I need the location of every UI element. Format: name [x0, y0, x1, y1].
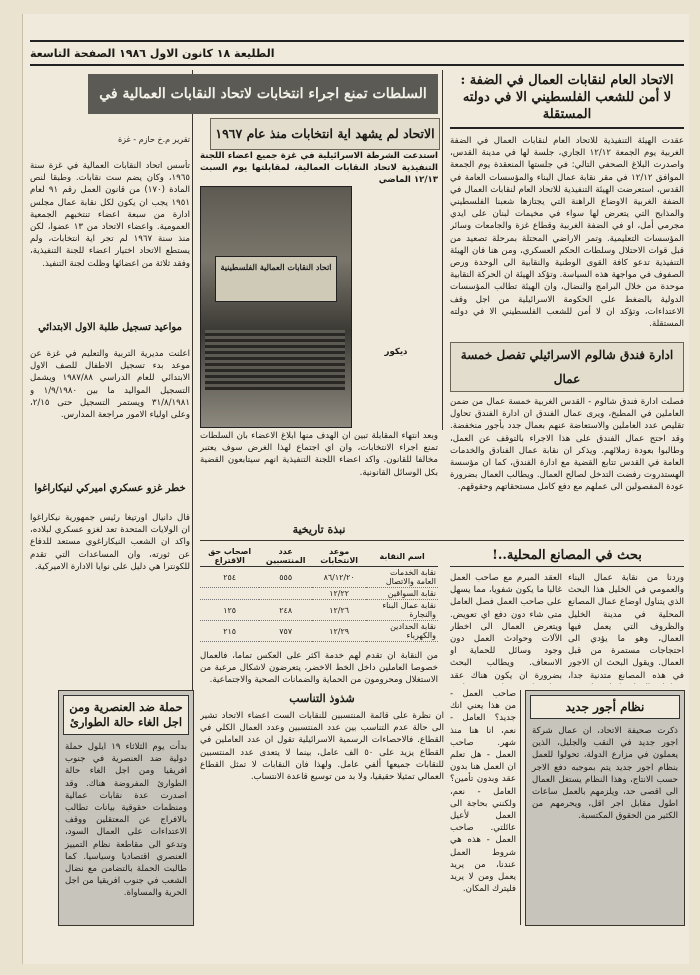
table-cell: ٢٥٤: [200, 567, 259, 588]
article-military-title: [30, 482, 190, 508]
table-cell: نقابة السواقين: [366, 588, 438, 600]
table-row: [200, 600, 438, 621]
article-factories-interview: [450, 688, 516, 924]
article-military-body-wrap: [30, 512, 190, 682]
article-gaza-body-left: من النقابة ان تقدم لهم خدمة اكثر على العكس تماما، فالعمال خصوصا العاملين داخل الخط الاخضر، يتعرضون لاشكال مرعبة من الاستغلال ومحرومون من الحماية والضمانات الصحية والاجتماعية.: [200, 651, 438, 686]
table-row: [200, 588, 438, 600]
history-table-header: [200, 546, 438, 567]
article-factories-body-right: وردنا من نقابة عمال البناء والعمومي في الخليل هذا البحث الذي يتناول اوضاع عمال المصانع المحلية في مدينة الخليل والظروف التي يعمل فيها العمال، وهو ما يؤدي الى احتجاجات مستمرة من قبل العمال. ويقول البحث ان الاجور في هذه المصانع متدنية جدا،: [568, 573, 684, 681]
article-hotel-body: فصلت ادارة فندق شالوم - القدس الغربية خمسة عمال من ضمن العاملين في المطبخ، ويرى عمال الفندق ان ادارة الفندق تحاول تقليص عدد العاملين والاستعاضة عنهم بعمال جدد بأجور منخفضة. وقد احتج عمال الفندق على هذا الاجراء بالتوقف عن العمل، وطالبوا بعودة زملائهم. ويذكر ان نقابة عمال الفنادق والخدمات العامة في القدس تتابع القضية مع ادارة الفندق، كما ان مؤسسة الهستدروت رفضت التدخل لصالح العمال. ويطالب العمال بضرورة عودة المفصولين الى عملهم مع دفع كامل مستحقاتهم وحقوقهم.: [450, 397, 684, 493]
table-cell: نقابة الخدمات العامة والاتصال: [366, 567, 438, 588]
history-table: [200, 546, 438, 642]
article-nursery-body-wrap: [30, 348, 190, 474]
article-hotel-headline: ادارة فندق شالوم الاسرائيلي تفصل خمسة عمال: [450, 342, 684, 392]
table-cell: ١٢/٢٦: [312, 600, 366, 621]
article-jaber: [525, 690, 685, 926]
history-table-wrap: [200, 546, 438, 642]
history-table-header-cell: اصحاب حق الاقتراع: [200, 546, 259, 567]
table-cell: ٧٥٧: [259, 621, 312, 642]
column-rule: [520, 690, 521, 925]
article-gaza-headline-main: السلطات تمنع اجراء انتخابات لاتحاد النقابات العمالية في: [88, 74, 438, 114]
article-gaza-headline-sub: الاتحاد لم يشهد اية انتخابات منذ عام ١٩٦٧: [210, 118, 440, 150]
table-cell: [200, 588, 259, 600]
article-military-headline: خطر غزو عسكري اميركي لنيكاراغوا: [34, 483, 186, 494]
article-racism-body: بدأت يوم الثلاثاء ١٩ ايلول حملة دولية ضد العنصرية في جنوب افريقيا ومن اجل الغاء حالة الطوارئ المفروضة هناك. وقد اصدرت عدة نقابات عمالية ومنظمات حقوقية بيانات تطالب بالافراج عن المعتقلين ووقف الاعتداءات على العمال السود، وتدعو الى مقاطعة نظام التمييز العنصري اقتصاديا وسياسيا. كما طالبت الحملة بالتضامن مع نضال الشعب في جنوب افريقيا من اجل الحرية والمساواة.: [65, 742, 187, 899]
article-gaza-body-mid: وبعد انتهاء المقابلة تبين ان الهدف منها ابلاغ الاعضاء بان السلطات تمنع اجراء الانتخابات، وان اي اجتماع لهذا الغرض سوف يعتبر مخالفا للقانون. واكد اعضاء اللجنة التنفيذية انهم سيتابعون القضية بكل الوسائل القانونية.: [200, 431, 438, 478]
table-cell: ١٢٥: [200, 600, 259, 621]
table-row: [200, 621, 438, 642]
article-factories-title: [450, 546, 684, 568]
article-gaza-lede-wrap: [200, 150, 438, 184]
running-header: [30, 40, 684, 66]
table-cell: [200, 642, 259, 643]
article-factories-col-left: [450, 572, 562, 684]
photo-caption: ديكور: [384, 347, 408, 357]
article-military-body: قال دانيال اورتيغا رئيس جمهورية نيكاراغوا ان الولايات المتحدة تعد لغزو عسكري لبلاده، واكد ان الشعب النيكاراغوي مستعد للدفاع عن ثورته، وان المساعدات التي تقدم للكونترا هي دليل على نوايا الادارة الاميركية.: [30, 513, 190, 572]
article-factories-col-right: [568, 572, 684, 684]
article-hotel: [450, 342, 684, 542]
article-gaza-col-right: [30, 160, 190, 316]
photo-shutter: [205, 330, 345, 390]
history-table-header-cell: اسم النقابة: [366, 546, 438, 567]
table-cell: ٢٤٨: [259, 600, 312, 621]
table-cell: ١٢/٢٢: [312, 588, 366, 600]
article-anomaly-headline: شذوذ التناسب: [289, 692, 355, 705]
table-title-wrap: [200, 520, 438, 546]
article-nursery-title: [30, 322, 190, 344]
history-table-header-cell: موعد الانتخابات: [312, 546, 366, 567]
table-cell: نقابة عمال البناء والنجارة: [366, 600, 438, 621]
table-cell: ١٢/٢٩: [312, 621, 366, 642]
article-gaza-byline: تقرير م.خ حازم - غزة: [117, 135, 190, 144]
article-jaber-body: ذكرت صحيفة الاتحاد، ان عمال شركة اجور جديد في النقب والجليل، الذين يعملون في مزارع الدولة، تحولوا للعمل بنظام اجور جديد يتم بموجبه دفع الاجر حسب الانتاج، وهذا النظام يستغل العمال الى اقصى حد، ويلزمهم بالعمل ساعات اطول مقابل اجر اقل، ويحرمهم من الكثير من الحقوق المكتسبة.: [532, 726, 678, 822]
photo-sign: [215, 256, 337, 302]
history-table-header-cell: عدد المنتسبين: [259, 546, 312, 567]
article-gaza-col-left-wrap: [200, 650, 438, 686]
article-racism-headline: حملة ضد العنصرية ومن اجل الغاء حالة الطوارئ: [63, 695, 189, 735]
running-header-text: الطليعة ۱۸ كانون الاول ۱۹۸٦ الصفحة التاسعة: [30, 46, 275, 60]
article-racism: [58, 690, 194, 926]
table-cell: [312, 642, 366, 643]
article-factories-interview-text: صاحب العمل - من هذا يعني انك جديد؟ العامل - نعم، انا هنا منذ شهر. صاحب العمل - هل تعلم ان العمل هنا بدون عقد وبدون تأمين؟ العامل - نعم، ولكنني بحاجة الى العمل لأعيل عائلتي. صاحب العمل - هذه هي شروط العمل عندنا، من يريد يعمل ومن لا يريد فليترك المكان.: [450, 689, 516, 895]
table-cell: ٥٥٥: [259, 567, 312, 588]
table-cell: [259, 642, 312, 643]
photo-federation-building: [200, 186, 352, 428]
article-federation-headline-2: لا أمن للشعب الفلسطيني الا في دولته المستقلة: [450, 89, 684, 129]
article-nursery-headline: مواعيد تسجيل طلبة الاول الابتدائي: [38, 322, 182, 333]
table-row: [200, 567, 438, 588]
article-anomaly: [200, 690, 444, 924]
article-factories-headline: بحث في المصانع المحلية..!: [450, 546, 684, 567]
article-factories-body-left: العقد المبرم مع صاحب العمل غالبا ما يكون شفويا، مما يسهل على صاحب العمل فصل العامل متى شاء دون دفع اي تعويض. ويتعرض العمال الى اخطار الآلات وحوادث العمل دون وجود وسائل للحماية او الاسعاف. ويطالب البحث بضرورة ان يكون هناك عقد: [450, 573, 562, 681]
column-rule: [442, 70, 443, 430]
article-gaza-col-mid: [200, 430, 438, 516]
article-jaber-headline: نظام أجور جديد: [530, 695, 680, 719]
photo-caption-wrap: [354, 186, 438, 426]
table-row: [200, 642, 438, 643]
table-cell: ٨٦/١٢/٢٠: [312, 567, 366, 588]
article-anomaly-body: ان نظرة على قائمة المنتسبين للنقابات الست اعضاء الاتحاد تشير الى حالة عدم التناسب بين عدد المنتسبين وعدد العمال الكلي في القطاع. فالاحصاءات الرسمية الاسرائيلية تقول ان عدد العاملين في القطاع يزيد على ٥٠ الف عامل، بينما لا يتعدى عدد المنتسبين للنقابات جميعها ألفي عامل. ولهذا فان النقابات لا تمثل القطاع العمالي تمثيلا حقيقيا، ولا بد من توسيع قاعدة الانتساب.: [200, 711, 444, 783]
table-cell: ٢١٥: [200, 621, 259, 642]
photo-sign-text: اتحاد النقابات العمالية الفلسطينية: [220, 262, 332, 272]
history-table-title: نبذة تاريخية: [292, 523, 346, 536]
article-gaza-body-right: تأسس اتحاد النقابات العمالية في غزة سنة ١٩٦٥، وكان يضم ست نقابات. وطبقا لنص المادة (١٧٠) من قانون العمل رقم ٩١ لعام ١٩٥١ يجب ان يكون لكل نقابة عمال مجلس ادارة من سبعة اعضاء تنتخبهم الجمعية العمومية. واعضاء الاتحاد من ١٣ عضوا، لكن منذ سنة ١٩٦٧ لم تجر اية انتخابات، ولم يستطع الاتحاد اختيار اعضاء للجنة التنفيذية، وفقد ثلاثة من اعضائها وظلت لجنة التنفيذ.: [30, 161, 190, 269]
table-cell: [366, 642, 438, 643]
article-gaza-byline-wrap: [30, 134, 190, 148]
article-federation: [450, 72, 684, 340]
table-cell: نقابة الحدادين والكهرباء: [366, 621, 438, 642]
article-nursery-body: اعلنت مديرية التربية والتعليم في غزة عن موعد بدء تسجيل الاطفال للصف الاول الابتدائي للعام الدراسي ١٩٨٧/٨٨ ويشمل التسجيل المواليد ما بين ١/٩/١٩٨٠ و ٣١/٨/١٩٨١ ويستمر التسجيل حتى ٢/١٥، وعلى اولياء الامور مراجعة المدارس.: [30, 349, 190, 421]
article-federation-headline-1: الاتحاد العام لنقابات العمال في الضفة :: [460, 73, 674, 88]
table-cell: [259, 588, 312, 600]
article-federation-body: عقدت الهيئة التنفيذية للاتحاد العام لنقابات العمال في الضفة الغربية يوم الجمعة ١٢/١٢ الجاري، جلسة لها في مدينة القدس، واصدرت البلاغ الصحفي التالي: في جلستها المنعقدة يوم الجمعة الموافق ١٢/١٢ في مقر نقابة عمال البناء والمؤسسات العامة في القدس، استعرضت الهيئة التنفيذية للاتحاد العام لنقابات العمال في الضفة الغربية الاوضاع الراهنة التي يجتازها شعبنا الفلسطيني والمذابح التي يتعرض لها سواء في مخيمات لبنان على ايدي مجرمي أمل، او في الضفة الغربية وقطاع غزة والجامعات وسائر المؤسسات التعليمية. وتمر الاراضي المحتلة بمرحلة تصعيد من قبل قوات الاحتلال وسلطات الحكم العسكري، ومن هنا فان الهيئة التنفيذية تدعو كافة القوى الوطنية والنقابية الى الوحدة ورص الصفوف في مواجهة هذه السياسة. وتؤكد الهيئة ان الحركة النقابية موحدة من خلال البرامج والنضال، وان الهيئة تطالب المؤسسات الدولية بالضغط على الحكومة الاسرائيلية من اجل وقف الاعتداءات، وتؤكد ان لا أمن للشعب الفلسطيني الا في دولته المستقلة.: [450, 136, 684, 330]
article-gaza-lede: استدعت الشرطة الاسرائيلية في غزة جميع اعضاء اللجنة التنفيذية لاتحاد النقابات العمالية، لمقابلتها يوم السبت ١٢/١٣ الماضي: [200, 151, 438, 184]
